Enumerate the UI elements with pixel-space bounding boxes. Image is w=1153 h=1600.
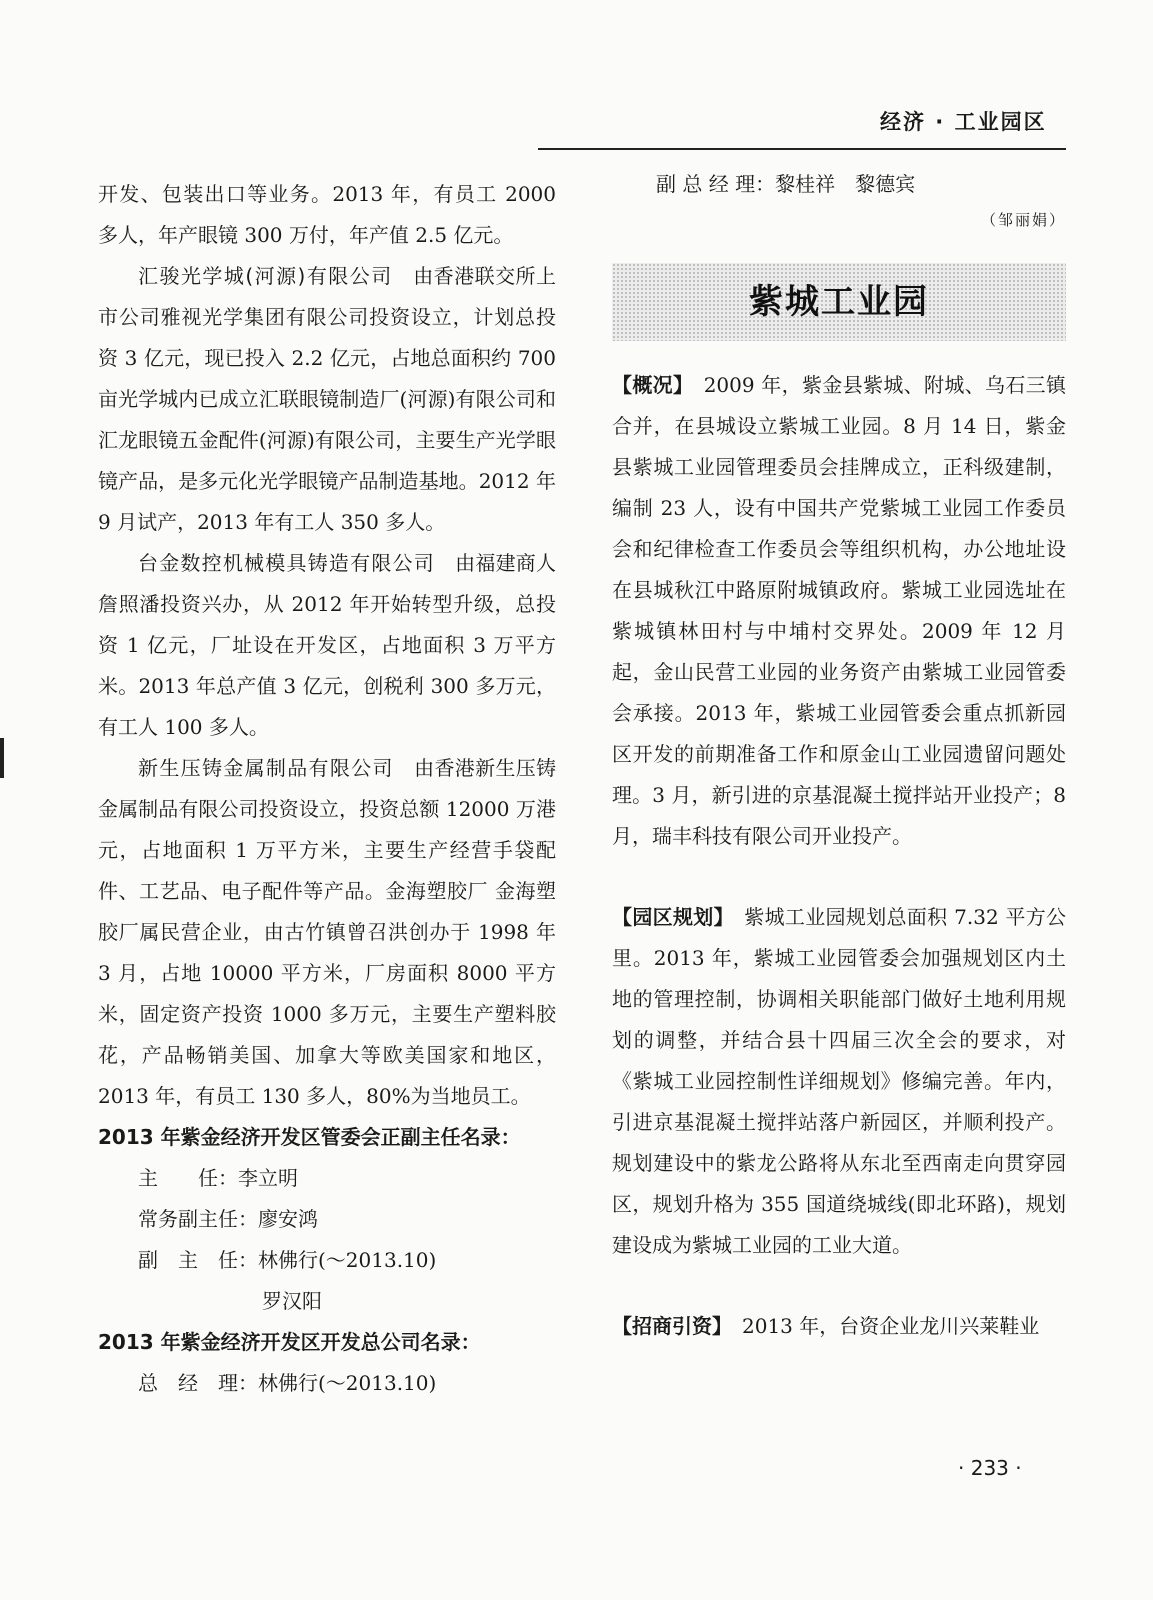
company-name: 汇骏光学城(河源)有限公司	[138, 264, 393, 288]
paragraph-text: 2013 年，台资企业龙川兴莱鞋业	[742, 1314, 1040, 1338]
section-banner	[612, 263, 1066, 341]
roster-line: 罗汉阳	[262, 1289, 322, 1313]
header-rule	[538, 148, 1066, 150]
roster-title: 2013 年紫金经济开发区开发总公司名录：	[98, 1330, 481, 1354]
company-name: 台金数控机械模具铸造有限公司	[138, 551, 435, 575]
paragraph-tag: 【招商引资】	[612, 1314, 722, 1338]
left-column	[98, 174, 556, 1404]
body-paragraph	[612, 365, 1066, 857]
roster-line: 常务副主任：廖安鸿	[138, 1207, 318, 1231]
paragraph-tag: 【园区规划】	[612, 905, 724, 929]
company-entry	[98, 543, 556, 748]
section-heading: 紫城工业园	[749, 281, 929, 322]
paragraph-text: 紫城工业园规划总面积 7.32 平方公里。2013 年，紫城工业园管委会加强规划区内土地的管理控制，协调相关职能部门做好土地利用规划的调整，并结合县十四届三次全会的要求，对《紫城工业园控制性详细规划》修编完善。年内，引进京基混凝土搅拌站落户新园区，并顺利投产。规划建设中的紫龙公路将从东北至西南走向贯穿园区，规划升格为 355 国道绕城线(即北环路)，规划建设成为紫城工业园的工业大道。	[612, 905, 1067, 1257]
company-description: 由香港联交所上市公司雅视光学集团有限公司投资设立，计划总投资 3 亿元，现已投入 2.2 亿元，占地总面积约 700 亩光学城内已成立汇联眼镜制造厂(河源)有限公司和汇龙眼镜五金配件(河源)有限公司，主要生产光学眼镜产品，是多元化光学眼镜产品制造基地。2012 年 9 月试产，2013 年有工人 350 多人。	[98, 264, 557, 534]
roster-line: 主 任：李立明	[138, 1166, 298, 1190]
company-entry	[98, 256, 556, 543]
company-entry	[98, 748, 556, 1117]
right-column	[612, 164, 1066, 1347]
body-paragraph	[612, 1306, 1066, 1347]
paragraph-tag: 【概况】	[612, 373, 684, 397]
company-description: 由福建商人詹照潘投资兴办，从 2012 年开始转型升级，总投资 1 亿元，厂址设在开发区，占地面积 3 万平方米。2013 年总产值 3 亿元，创税利 300 多万元，有工人 100 多人。	[98, 551, 557, 739]
scan-margin-mark	[0, 738, 4, 778]
vice-manager-line: 副 总 经 理：黎桂祥 黎德宾	[656, 172, 916, 196]
page-number: · 233 ·	[958, 1456, 1022, 1480]
company-name: 新生压铸金属制品有限公司	[138, 756, 394, 780]
roster-line: 副 主 任：林佛行(～2013.10)	[138, 1248, 437, 1272]
paragraph-text: 2009 年，紫金县紫城、附城、乌石三镇合并，在县城设立紫城工业园。8 月 14 日，紫金县紫城工业园管理委员会挂牌成立，正科级建制，编制 23 人，设有中国共产党紫城工业园工作委员会和纪律检查工作委员会等组织机构，办公地址设在县城秋江中路原附城镇政府。紫城工业园选址在紫城镇林田村与中埔村交界处。2009 年 12 月起，金山民营工业园的业务资产由紫城工业园管委会承接。2013 年，紫城工业园管委会重点抓新园区开发的前期准备工作和原金山工业园遗留问题处理。3 月，新引进的京基混凝土搅拌站开业投产；8 月，瑞丰科技有限公司开业投产。	[612, 373, 1067, 848]
running-header: 经济 · 工业园区	[880, 110, 1047, 134]
author-signature: （邹丽娟）	[980, 211, 1066, 229]
roster-title: 2013 年紫金经济开发区管委会正副主任名录：	[98, 1125, 521, 1149]
intro-paragraph: 开发、包装出口等业务。2013 年，有员工 2000 多人，年产眼镜 300 万付，年产值 2.5 亿元。	[98, 182, 556, 247]
body-paragraph	[612, 897, 1066, 1266]
roster-line: 总 经 理：林佛行(～2013.10)	[138, 1371, 437, 1395]
company-description: 由香港新生压铸金属制品有限公司投资设立，投资总额 12000 万港元，占地面积 1 万平方米，主要生产经营手袋配件、工艺品、电子配件等产品。金海塑胶厂 金海塑胶厂属民营企业，由古竹镇曾召洪创办于 1998 年 3 月，占地 10000 平方米，厂房面积 8000 平方米，固定资产投资 1000 多万元，主要生产塑料胶花，产品畅销美国、加拿大等欧美国家和地区，2013 年，有员工 130 多人，80%为当地员工。	[98, 756, 557, 1108]
